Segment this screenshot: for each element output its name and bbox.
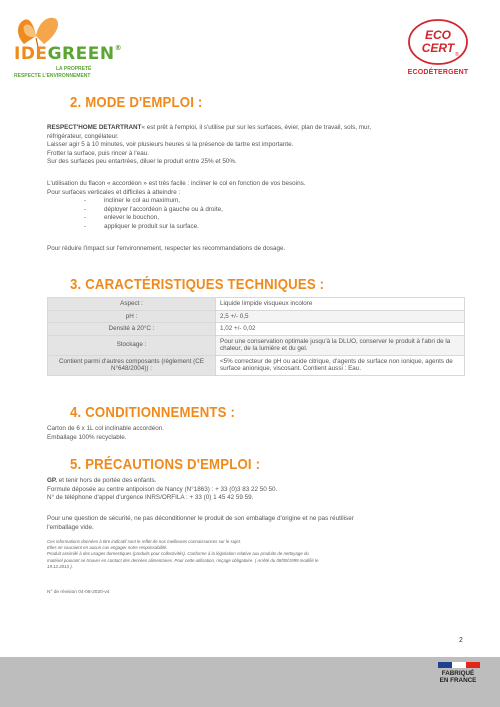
flacon-line: Pour surfaces verticales et difficiles à atteindre : <box>47 188 181 196</box>
list-item-text: appliquer le produit sur la surface. <box>104 222 199 230</box>
list-item: - incliner le col au maximum, <box>84 197 180 204</box>
section-title-caracteristiques: 3. CARACTÉRISTIQUES TECHNIQUES : <box>70 276 325 293</box>
section-title-precautions: 5. PRÉCAUTIONS D'EMPLOI : <box>70 456 261 473</box>
safety-line: l'emballage vide. <box>47 523 94 531</box>
spec-key: Contient parmi d'autres composants (règlement (CE N°648/2004)) : <box>48 355 216 375</box>
list-item-text: déployer l'accordéon à gauche ou à droite, <box>104 205 223 213</box>
precautions-text <box>47 477 467 503</box>
brand-registered-mark: ® <box>114 44 123 52</box>
mode-emploi-line: Sur des surfaces peu entartrées, diluer le produit entre 25% et 50%. <box>47 158 237 166</box>
precaution-gp-text: et tenir hors de portée des enfants. <box>57 477 157 484</box>
butterfly-icon <box>14 14 74 48</box>
spec-key: Densité à 20°C : <box>48 323 216 336</box>
disclaimer <box>47 539 457 570</box>
spec-value: <5% correcteur de pH ou acide citrique, d'agents de surface non ionique, agents de surface anionique, viscosant. Contient aussi : Eau. <box>216 355 465 375</box>
section-title-mode-emploi: 2. MODE D'EMPLOI : <box>70 94 203 111</box>
mode-emploi-intro-text: « est prêt à l'emploi, il s'utilise pur sur les surfaces, évier, plan de travail, sols, mur, <box>141 124 371 131</box>
flacon-line: L'utilisation du flacon « accordéon » est très facile : incliner le col en fonction de vos besoins. <box>47 180 306 187</box>
list-item: - appliquer le produit sur la surface. <box>84 222 199 230</box>
spec-value: 2,5 +/- 0,5 <box>216 310 465 323</box>
made-in-line-1: FABRIQUÉ <box>441 670 475 677</box>
list-item-text: enlever le bouchon, <box>104 214 159 222</box>
environment-note: Pour réduire l'impact sur l'environnement, respecter les recommandations de dosage. <box>47 245 286 252</box>
conditionnements-text <box>47 425 467 442</box>
conditionnement-line: Emballage 100% recyclable. <box>47 433 127 441</box>
list-item: - enlever le bouchon, <box>84 214 159 222</box>
footer-bar <box>0 657 500 707</box>
spec-key: pH : <box>48 310 216 323</box>
section-title-conditionnements: 4. CONDITIONNEMENTS : <box>70 404 236 421</box>
safety-line: Pour une question de sécurité, ne pas déconditionner le produit de son emballage d'origine et ne pas réutiliser <box>47 515 354 522</box>
brand-name <box>14 44 122 64</box>
brand-name-part1: IDE <box>14 44 48 64</box>
spec-value: Liquide limpide visqueux incolore <box>216 298 465 311</box>
precaution-line <box>47 477 467 486</box>
table-row <box>48 298 465 311</box>
made-in-line-2: EN FRANCE <box>439 676 477 684</box>
flacon-instructions <box>47 180 467 197</box>
page-number: 2 <box>459 637 463 644</box>
table-row <box>48 355 465 375</box>
disclaimer-line: 19.12.2013 ). <box>47 563 73 569</box>
ecocert-registered-mark: ® <box>455 52 459 58</box>
product-name: RESPECT'HOME DETARTRANT <box>47 124 142 131</box>
table-row <box>48 335 465 355</box>
ecocert-seal-icon <box>407 18 469 66</box>
mode-emploi-line: Frotter la surface, puis rincer à l'eau. <box>47 149 149 157</box>
disclaimer-line: Ces informations données à titre indicatif sont le reflet de nos meilleures connaissances sur le sujet. <box>47 539 242 544</box>
spec-key: Stockage : <box>48 335 216 355</box>
ecocert-text-line2: CERT <box>421 41 455 55</box>
tech-specs-table <box>47 297 465 376</box>
ecodetergent-label: ECODÉTERGENT <box>407 69 469 76</box>
conditionnement-line: Carton de 6 x 1L col inclinable accordéon. <box>47 425 165 432</box>
spec-value: 1,02 +/- 0,02 <box>216 323 465 336</box>
flacon-steps-list <box>47 197 223 231</box>
precaution-line: Formule déposée au centre antipoison de Nancy (N°1863) : + 33 (0)3 83 22 50 50. <box>47 485 278 493</box>
disclaimer-line: Produit assimilé à des usages domestiques (produits pour collectivités). Conforme à la législation relative aux produits de nettoyage du <box>47 551 309 557</box>
list-item-text: incliner le col au maximum, <box>104 197 180 204</box>
brand-tagline-2: RESPECTE L'ENVIRONNEMENT <box>14 73 91 79</box>
revision-number: N° de révision 04-08-2020-v4 <box>47 590 110 595</box>
mode-emploi-intro-line <box>47 124 467 133</box>
precaution-line: N° de téléphone d'appel d'urgence INRS/ORFILA : + 33 (0) 1 45 42 59 59. <box>47 494 254 502</box>
brand-name-part2: GREEN <box>47 44 115 64</box>
disclaimer-line: matériel pouvant se trouver en contact des denrées alimentaires. Pour cette utilisation, rinçage obligatoire. ( Arrêté du 08/09/1999 modifié le <box>47 557 319 563</box>
table-row <box>48 310 465 323</box>
mode-emploi-intro <box>47 124 467 167</box>
mode-emploi-line: réfrigérateur, congélateur. <box>47 132 119 140</box>
spec-key: Aspect : <box>48 298 216 311</box>
mode-emploi-line: Laisser agir 5 à 10 minutes, voir plusieurs heures si la présence de tartre est importante. <box>47 141 294 149</box>
safety-text <box>47 515 467 532</box>
precaution-gp: GP. <box>47 477 58 484</box>
table-row <box>48 323 465 336</box>
list-item: - déployer l'accordéon à gauche ou à droite, <box>84 205 223 213</box>
disclaimer-line: Elles ne sauraient en aucun cas engager notre responsabilité. <box>47 545 168 551</box>
made-in-france-label <box>432 671 484 684</box>
spec-value: Pour une conservation optimale jusqu'à la DLUO, conserver le produit à l'abri de la chaleur, de la lumière et du gel. <box>216 335 465 355</box>
french-flag-icon <box>438 662 480 668</box>
ecocert-text-line1: ECO <box>424 28 452 42</box>
brand-tagline-1: LA PROPRETÉ <box>56 66 92 72</box>
